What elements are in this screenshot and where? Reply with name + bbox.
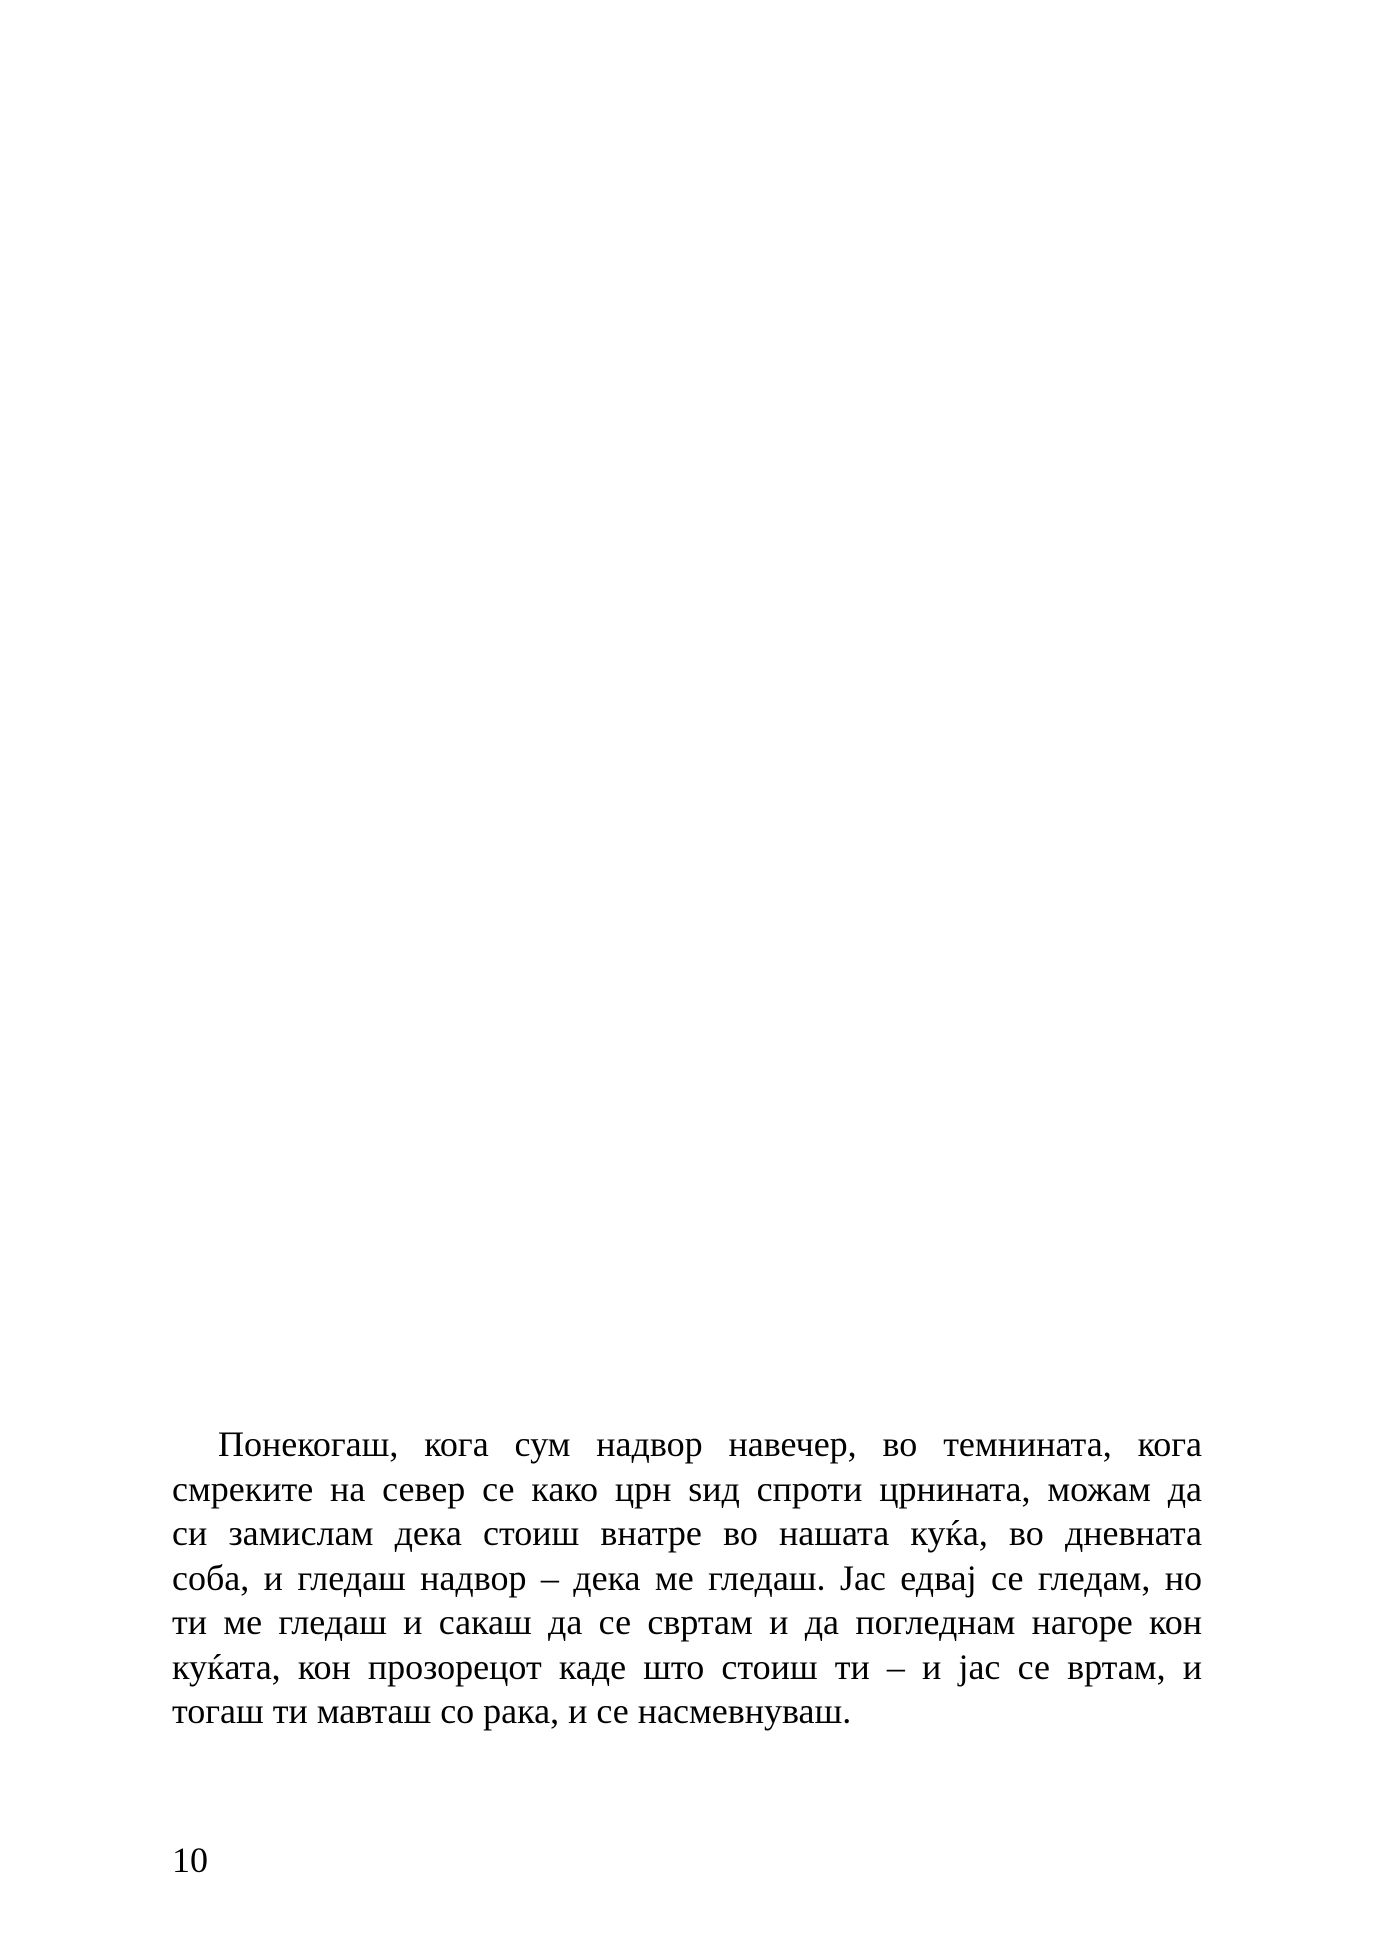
paragraph-line: куќата, кон прозорецот каде што стоиш ти – и јас се вртам, и [172, 1646, 1202, 1687]
paragraph-line: ти ме гледаш и сакаш да се свртам и да погледнам нагоре кон [172, 1602, 1202, 1642]
paragraph-line: соба, и гледаш надвор – дека ме гледаш. Јас едвај се гледам, но [172, 1557, 1202, 1598]
page-number: 10 [172, 1840, 208, 1880]
paragraph-line: Понекогаш, кога сум надвор навечер, во темнината, кога [218, 1424, 1202, 1464]
paragraph-line: тогаш ти мавташ со рака, и се насмевнуваш. [172, 1691, 852, 1731]
paragraph-line: си замислам дека стоиш внатре во нашата куќа, во дневната [172, 1513, 1202, 1553]
paragraph-line: смреките на север се како црн ѕид спроти црнината, можам да [172, 1468, 1202, 1509]
body-paragraph [172, 1422, 1202, 1734]
